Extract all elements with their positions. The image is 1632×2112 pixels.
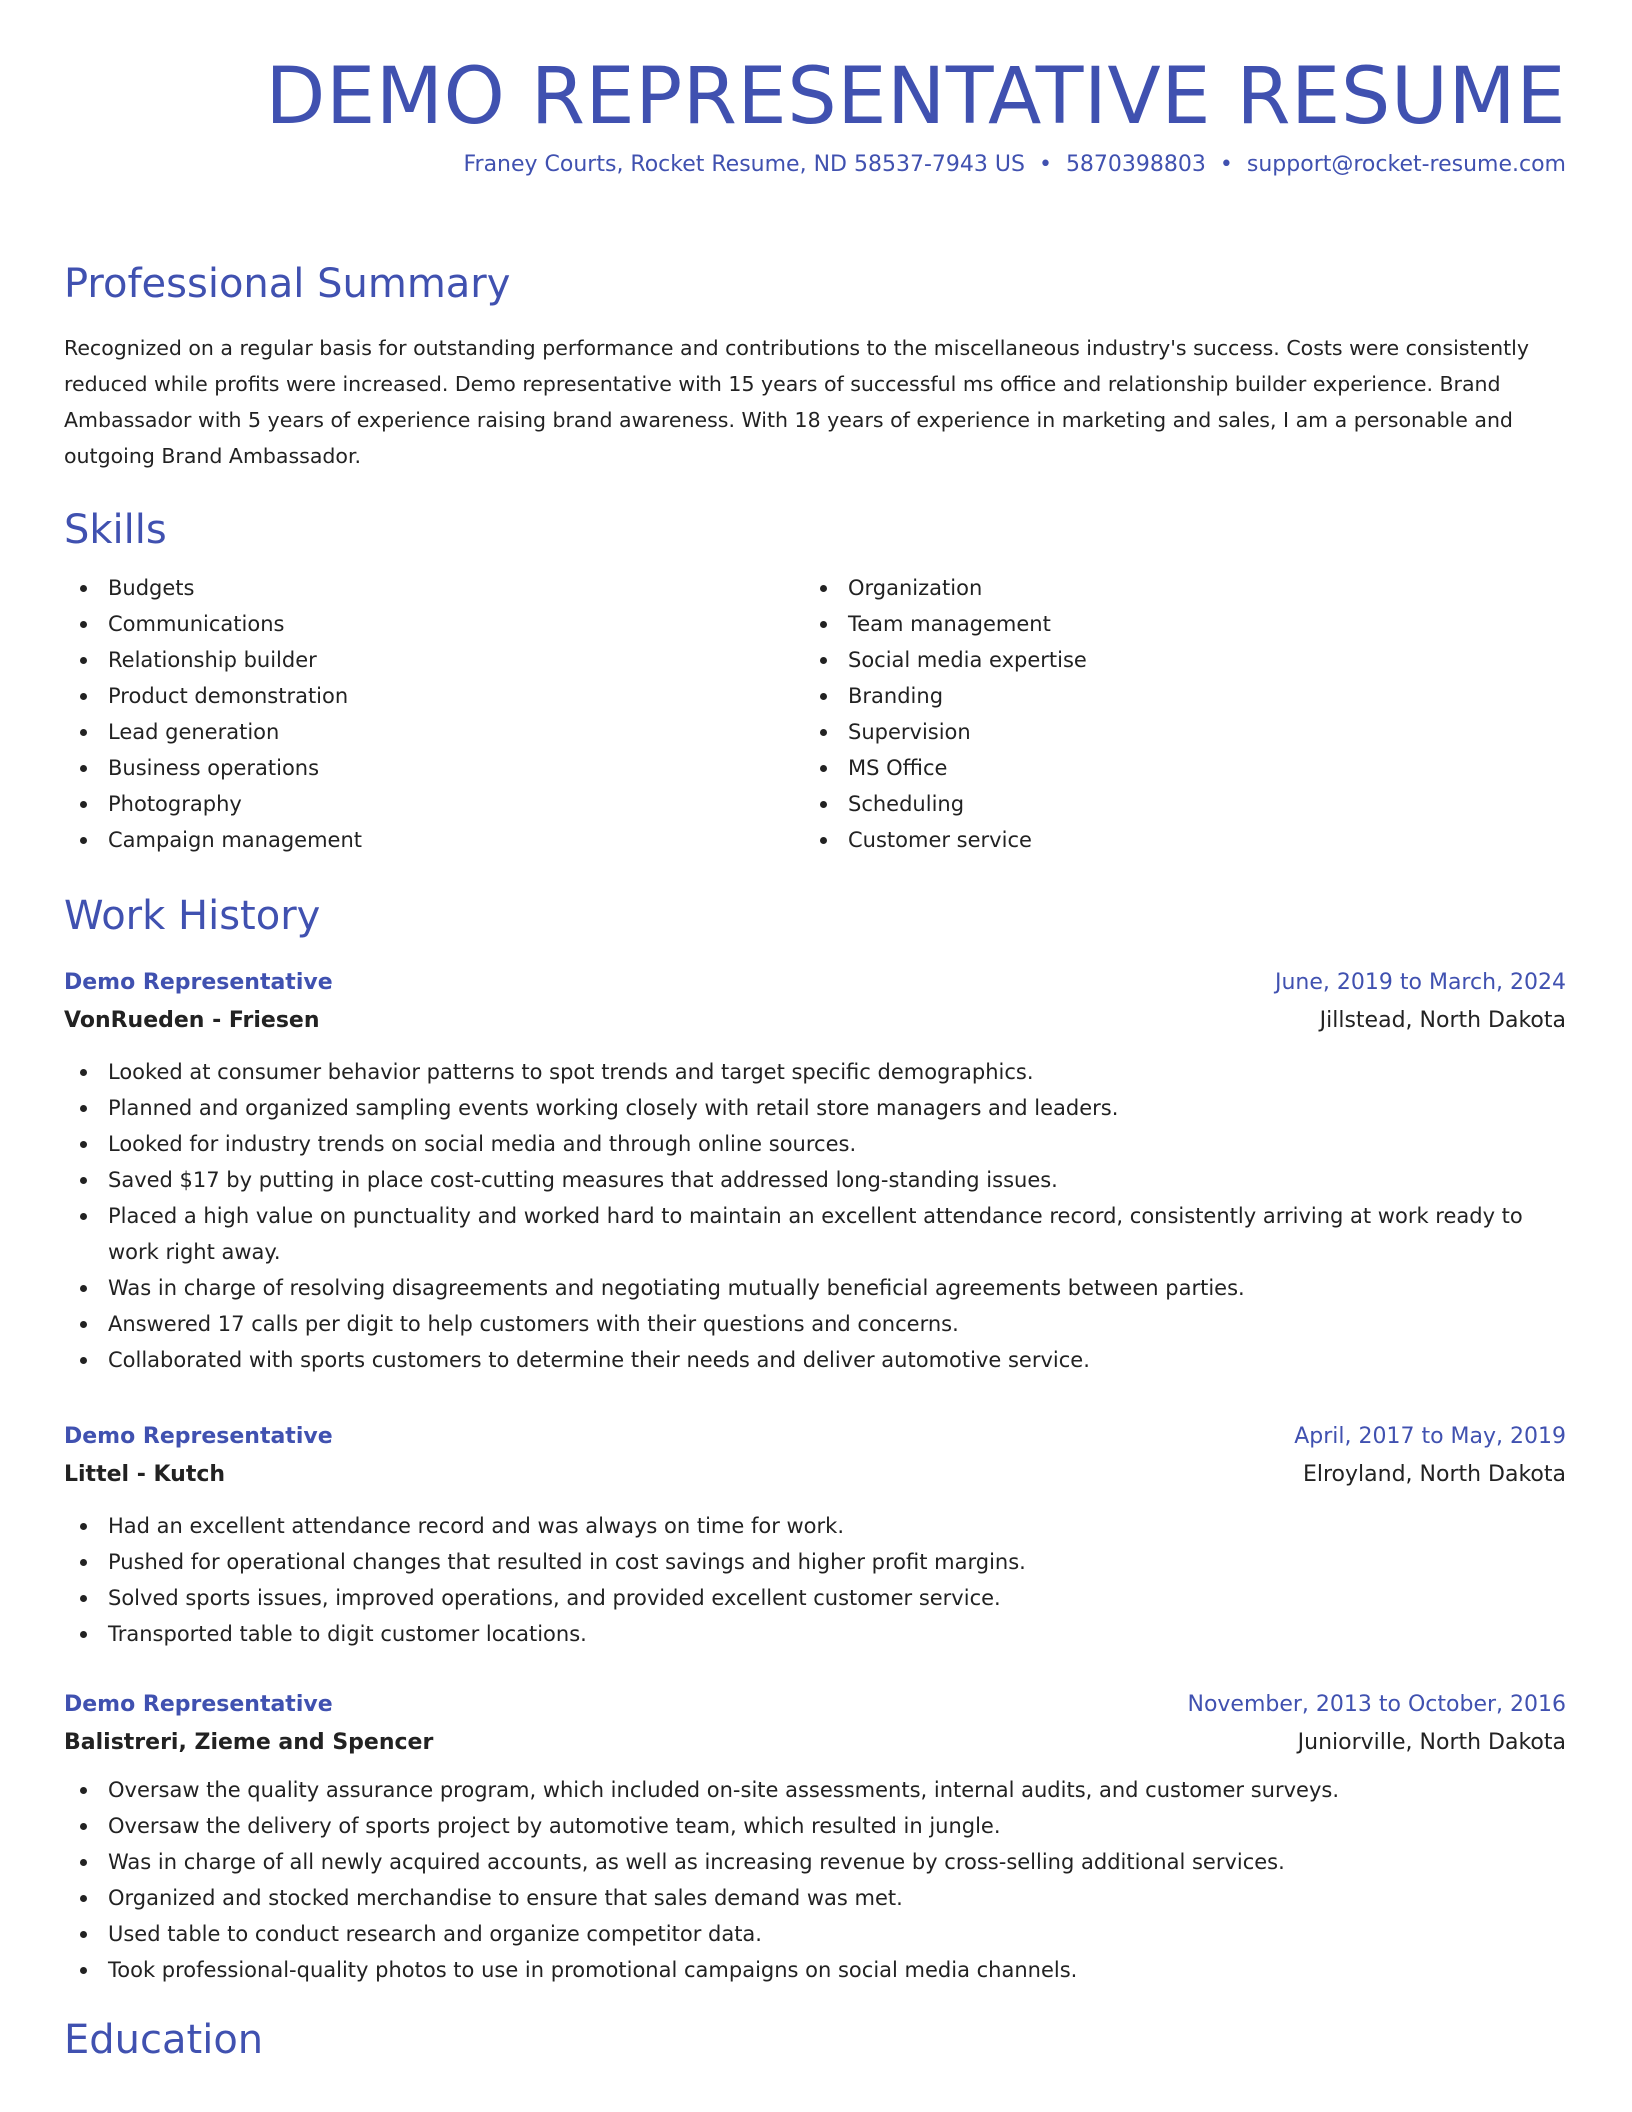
job-header [64,1686,1566,1724]
skill-item: Budgets [64,570,804,606]
job-location: Jillstead, North Dakota [1319,1008,1566,1033]
job-location: Juniorville, North Dakota [1297,1730,1566,1755]
job-bullet: Oversaw the delivery of sports project by automotive team, which resulted in jungle. [64,1808,1566,1844]
job-entry [64,1686,1566,1988]
skill-item: Social media expertise [804,642,1544,678]
job-company: Balistreri, Zieme and Spencer [64,1730,434,1755]
job-bullet: Solved sports issues, improved operations, and provided excellent customer service. [64,1580,1566,1616]
job-bullet: Was in charge of resolving disagreements and negotiating mutually beneficial agreements between parties. [64,1270,1566,1306]
skills-column-right [804,570,1544,858]
skill-item: Team management [804,606,1544,642]
job-bullet: Collaborated with sports customers to determine their needs and deliver automotive service. [64,1342,1566,1378]
contact-line [64,150,1566,214]
skill-item: MS Office [804,750,1544,786]
job-entry [64,964,1566,1378]
job-bullet: Oversaw the quality assurance program, which included on-site assessments, internal audits, and customer surveys. [64,1772,1566,1808]
job-bullets [64,1508,1566,1652]
skill-item: Product demonstration [64,678,804,714]
job-company: VonRueden - Friesen [64,1008,320,1033]
job-entry [64,1418,1566,1652]
skill-item: Photography [64,786,804,822]
job-subheader [64,1724,1566,1762]
resume-title: DEMO REPRESENTATIVE RESUME [265,52,1566,142]
skill-item: Organization [804,570,1544,606]
job-title: Demo Representative [64,970,333,995]
skill-item: Customer service [804,822,1544,858]
job-bullet: Looked for industry trends on social media and through online sources. [64,1126,1566,1162]
job-title: Demo Representative [64,1424,333,1449]
job-header [64,964,1566,1002]
job-bullet: Used table to conduct research and organize competitor data. [64,1916,1566,1952]
summary-heading: Professional Summary [64,261,511,307]
skill-item: Relationship builder [64,642,804,678]
skill-item: Supervision [804,714,1544,750]
skill-item: Scheduling [804,786,1544,822]
job-subheader [64,1456,1566,1494]
work-history-heading: Work History [64,893,321,939]
job-bullets [64,1054,1566,1378]
job-bullet: Pushed for operational changes that resulted in cost savings and higher profit margins. [64,1544,1566,1580]
job-dates: November, 2013 to October, 2016 [1187,1692,1566,1717]
job-subheader [64,1002,1566,1040]
skills-list [64,570,1566,858]
job-bullet: Transported table to digit customer locations. [64,1616,1566,1652]
skill-item: Branding [804,678,1544,714]
job-title: Demo Representative [64,1692,333,1717]
job-header [64,1418,1566,1456]
job-dates: April, 2017 to May, 2019 [1294,1424,1566,1449]
contact-separator: • [1038,152,1052,177]
education-heading: Education [64,2017,264,2063]
job-bullet: Was in charge of all newly acquired accounts, as well as increasing revenue by cross-selling additional services. [64,1844,1566,1880]
job-bullets [64,1772,1566,1988]
job-dates: June, 2019 to March, 2024 [1275,970,1566,995]
skills-column-left [64,570,804,858]
job-bullet: Took professional-quality photos to use in promotional campaigns on social media channels. [64,1952,1566,1988]
job-bullet: Looked at consumer behavior patterns to spot trends and target specific demographics. [64,1054,1566,1090]
job-bullet: Had an excellent attendance record and was always on time for work. [64,1508,1566,1544]
contact-separator: • [1219,152,1233,177]
job-bullet: Organized and stocked merchandise to ensure that sales demand was met. [64,1880,1566,1916]
skills-heading: Skills [64,507,167,553]
skill-item: Campaign management [64,822,804,858]
job-bullet: Placed a high value on punctuality and worked hard to maintain an excellent attendance record, consistently arriving at work ready to work right away. [64,1198,1566,1270]
contact-address: Franey Courts, Rocket Resume, ND 58537-7943 US [463,152,1025,177]
job-company: Littel - Kutch [64,1462,226,1487]
skill-item: Business operations [64,750,804,786]
skill-item: Communications [64,606,804,642]
skill-item: Lead generation [64,714,804,750]
contact-email[interactable]: support@rocket-resume.com [1246,152,1566,177]
job-location: Elroyland, North Dakota [1302,1462,1566,1487]
job-bullet: Answered 17 calls per digit to help customers with their questions and concerns. [64,1306,1566,1342]
contact-phone: 5870398803 [1065,152,1206,177]
job-bullet: Saved $17 by putting in place cost-cutting measures that addressed long-standing issues. [64,1162,1566,1198]
summary-text: Recognized on a regular basis for outstanding performance and contributions to the miscellaneous industry's success. Costs were consistently reduced while profits were increased. Demo representative with 15 years of successful ms office and relationship builder experience. Brand Ambassador with 5 years of experience raising brand awareness. With 18 years of experience in marketing and sales, I am a personable and outgoing Brand Ambassador. [64,336,1529,468]
job-bullet: Planned and organized sampling events working closely with retail store managers and leaders. [64,1090,1566,1126]
